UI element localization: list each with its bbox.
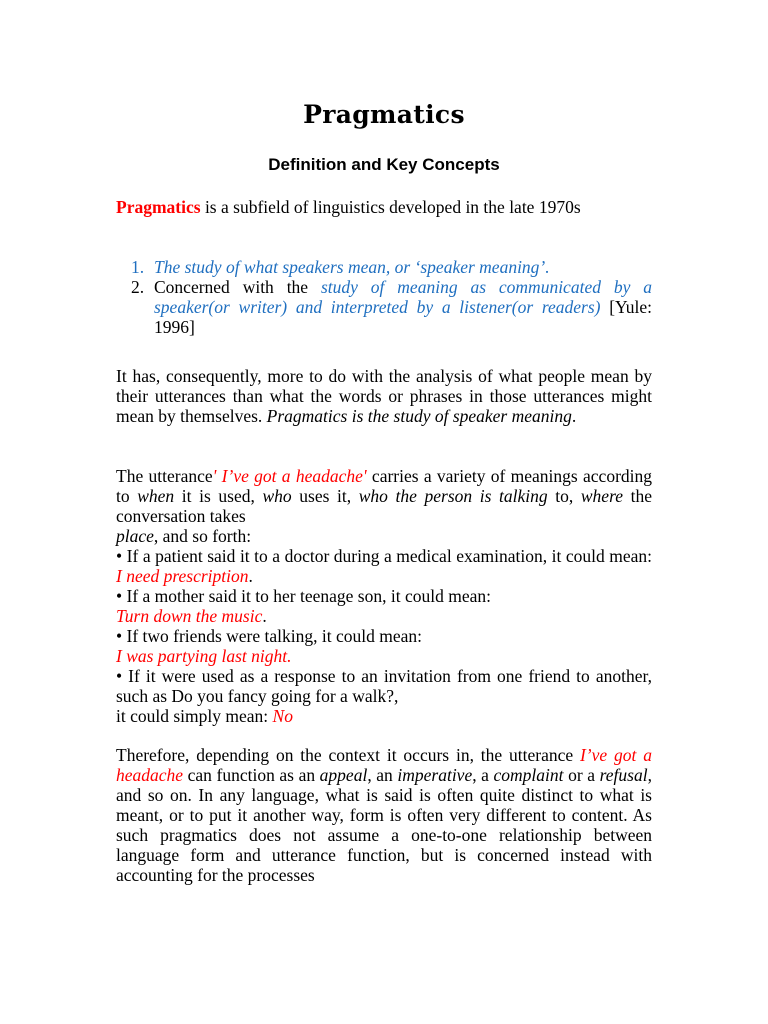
text-segment: The utterance <box>116 466 213 486</box>
text-segment: , and so on. In any language, what is said is often quite distinct to what is meant, or to put it another way, form is often very different to content. As such pragmatics does not assume a one-to-one relationship between language form and utterance function, but is concerned instead with accounting for the processes <box>116 765 652 885</box>
paragraph-analysis <box>116 366 652 426</box>
list-number: 2. <box>131 277 145 297</box>
italic-word: where <box>580 486 623 506</box>
bullet-meaning: Turn down the music <box>116 606 263 626</box>
list-item <box>116 546 652 586</box>
italic-word: who <box>262 486 292 506</box>
page-subtitle: Definition and Key Concepts <box>268 155 500 174</box>
italic-word: place <box>116 526 154 546</box>
bullet-text: it could simply mean: <box>116 706 273 726</box>
paragraph-conclusion <box>116 745 652 885</box>
page-title: Pragmatics <box>303 100 465 129</box>
paragraph-end: . <box>571 406 577 426</box>
list-item-italic: study of meaning as communicated by a speaker(or writer) and interpreted by a listener(or readers) <box>154 277 653 317</box>
intro-text: is a subfield of linguistics developed in the late 1970s <box>200 197 581 217</box>
quoted-utterance: ' I’ve got a headache' <box>212 466 367 486</box>
examples-line <box>116 646 652 666</box>
list-item <box>116 586 652 606</box>
italic-word: when <box>137 486 175 506</box>
text-segment: or a <box>563 765 600 785</box>
bullet-text: • If a patient said it to a doctor during a medical examination, it could mean: <box>116 546 652 566</box>
quoted-utterance: I’ve got a headache <box>116 745 652 785</box>
examples-intro <box>116 466 652 526</box>
intro-paragraph <box>116 197 652 217</box>
text-segment: the conversation takes <box>116 486 652 526</box>
text-segment: Therefore, depending on the context it occurs in, the utterance <box>116 745 580 765</box>
list-item-text: Concerned with the <box>154 277 321 297</box>
text-segment: , and so forth: <box>153 526 252 546</box>
examples-line <box>116 526 652 546</box>
text-segment: carries a variety of meanings according to <box>116 466 653 506</box>
list-item <box>116 626 652 646</box>
text-segment: it is used, <box>174 486 263 506</box>
definition-list <box>116 257 652 337</box>
bullet-meaning: I need prescription <box>116 566 249 586</box>
paragraph-text: It has, consequently, more to do with the analysis of what people mean by their utterances than what the words or phrases in those utterances might mean by themselves. <box>116 366 652 426</box>
bullet-text: • If a mother said it to her teenage son, it could mean: <box>116 586 491 606</box>
bullet-meaning: I was partying last night. <box>116 646 292 666</box>
text-segment: , a <box>472 765 494 785</box>
italic-word: appeal <box>319 765 368 785</box>
list-item <box>116 666 652 706</box>
intro-term: Pragmatics <box>116 197 201 217</box>
bullet-meaning: No <box>272 706 293 726</box>
list-item <box>116 277 652 337</box>
text-segment: to, <box>547 486 581 506</box>
italic-word: who the person is talking <box>358 486 548 506</box>
text-segment: , an <box>367 765 398 785</box>
text-segment: can function as an <box>183 765 320 785</box>
examples-line <box>116 606 652 626</box>
paragraph-italic: Pragmatics is the study of speaker meaning <box>266 406 572 426</box>
paragraph-examples <box>116 466 652 726</box>
bullet-text: • If it were used as a response to an invitation from one friend to another, such as Do you fancy going for a walk?, <box>116 666 652 706</box>
list-item-citation: [Yule: 1996] <box>154 297 652 337</box>
italic-word: complaint <box>493 765 564 785</box>
list-item-text: The study of what speakers mean, or ‘speaker meaning’. <box>154 257 550 277</box>
text-segment: uses it, <box>291 486 359 506</box>
list-item <box>116 257 652 277</box>
text-segment: . <box>248 566 253 586</box>
italic-word: refusal <box>599 765 648 785</box>
examples-line <box>116 706 652 726</box>
text-segment: . <box>262 606 267 626</box>
italic-word: imperative <box>397 765 473 785</box>
bullet-text: • If two friends were talking, it could mean: <box>116 626 422 646</box>
list-number: 1. <box>131 257 145 277</box>
